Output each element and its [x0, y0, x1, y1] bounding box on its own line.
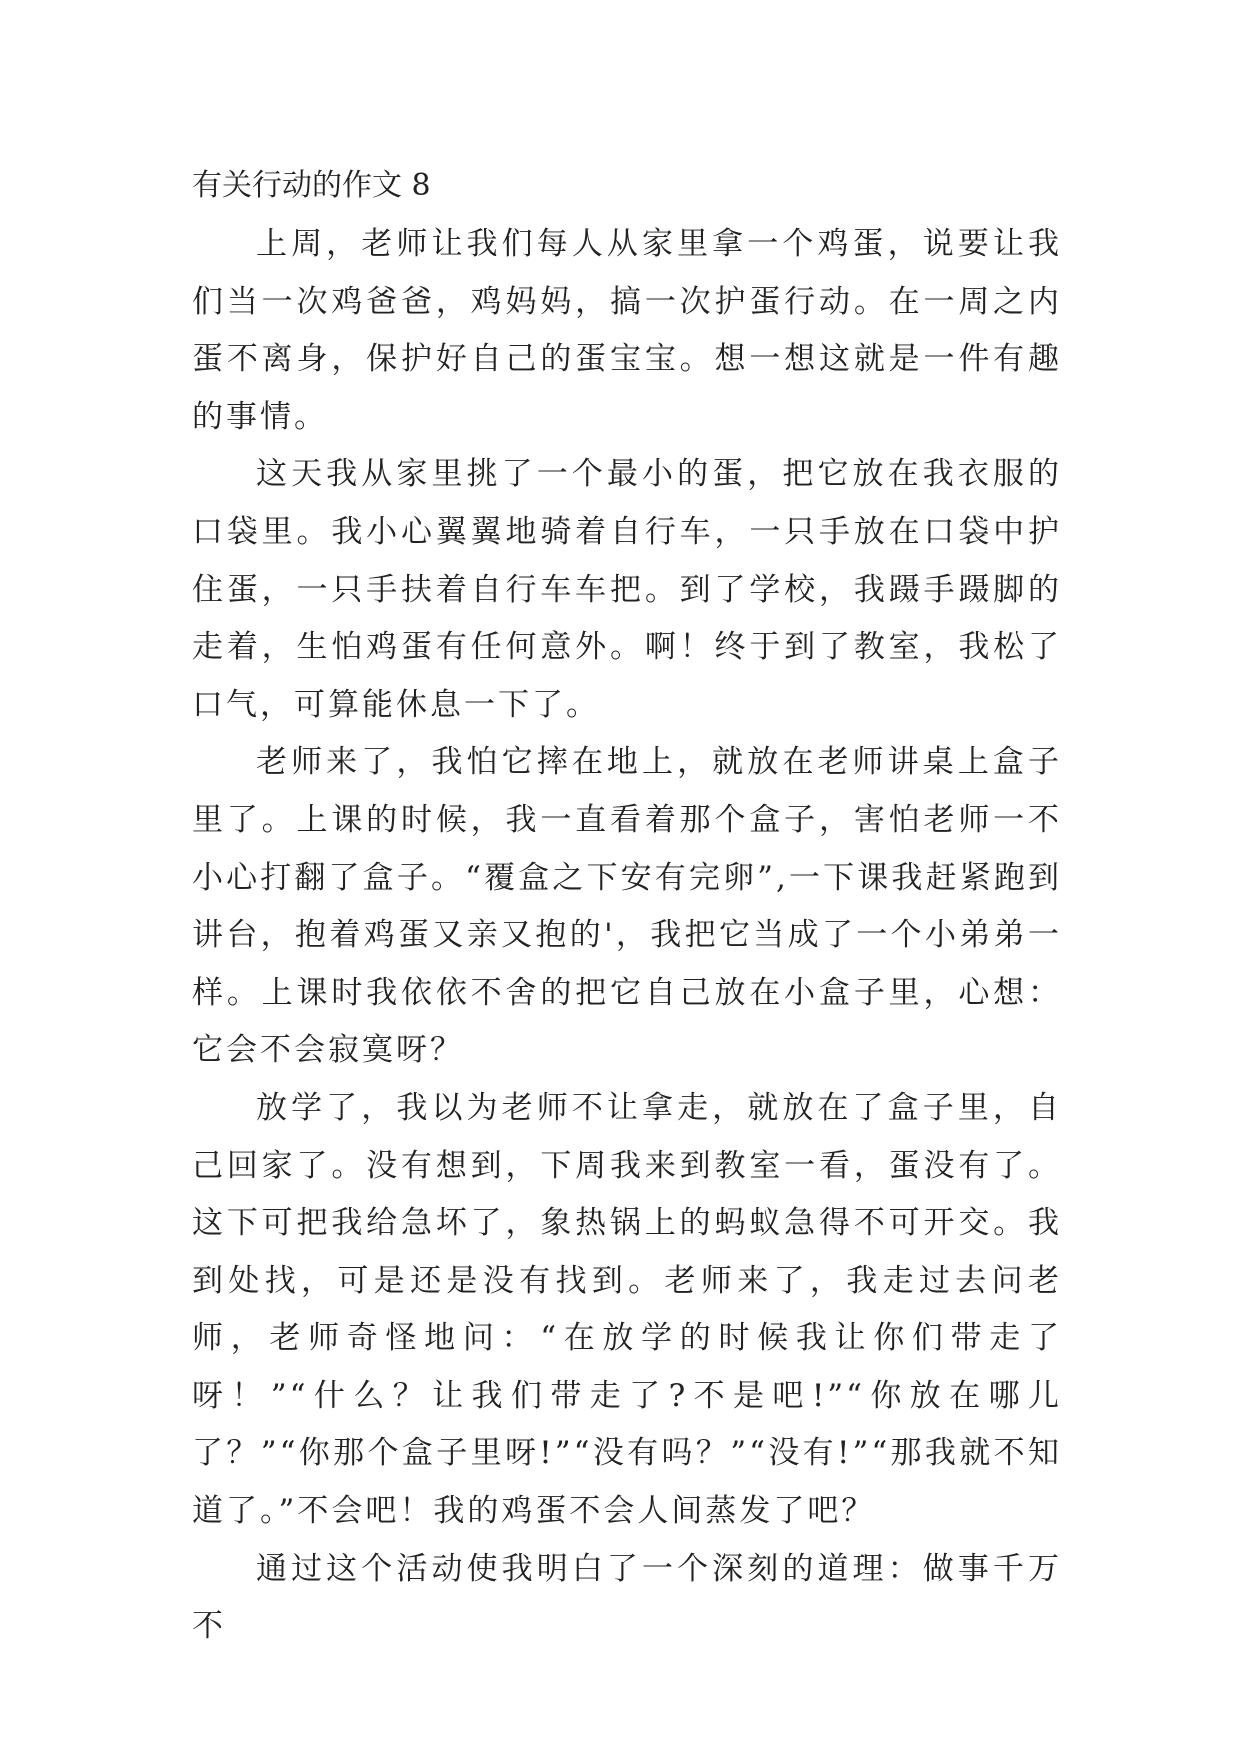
document-body [192, 216, 1062, 1656]
paragraph: 这天我从家里挑了一个最小的蛋，把它放在我衣服的口袋里。我小心翼翼地骑着自行车，一只手放在口袋中护住蛋，一只手扶着自行车车把。到了学校，我蹑手蹑脚的走着，生怕鸡蛋有任何意外。啊！终于到了教室，我松了口气，可算能休息一下了。 [192, 456, 1062, 723]
paragraph: 上周，老师让我们每人从家里拿一个鸡蛋，说要让我们当一次鸡爸爸，鸡妈妈，搞一次护蛋行动。在一周之内蛋不离身，保护好自己的蛋宝宝。想一想这就是一件有趣的事情。 [192, 226, 1062, 435]
paragraph: 放学了，我以为老师不让拿走，就放在了盒子里，自己回家了。没有想到，下周我来到教室一看，蛋没有了。这下可把我给急坏了，象热锅上的蚂蚁急得不可开交。我到处找，可是还是没有找到。老师来了，我走过去问老师，老师奇怪地问：“在放学的时候我让你们带走了呀！”“什么？让我们带走了?不是吧!”“你放在哪儿了？”“你那个盒子里呀!”“没有吗？”“没有!”“那我就不知道了。”不会吧！我的鸡蛋不会人间蒸发了吧？ [192, 1089, 1062, 1530]
document-title: 有关行动的作文 8 [192, 168, 431, 203]
paragraph: 通过这个活动使我明白了一个深刻的道理：做事千万不 [192, 1550, 1062, 1645]
paragraph: 老师来了，我怕它摔在地上，就放在老师讲桌上盒子里了。上课的时候，我一直看着那个盒子，害怕老师一不小心打翻了盒子。“覆盒之下安有完卵”,一下课我赶紧跑到讲台，抱着鸡蛋又亲又抱的'，我把它当成了一个小弟弟一样。上课时我依依不舍的把它自己放在小盒子里，心想：它会不会寂寞呀？ [192, 744, 1062, 1069]
